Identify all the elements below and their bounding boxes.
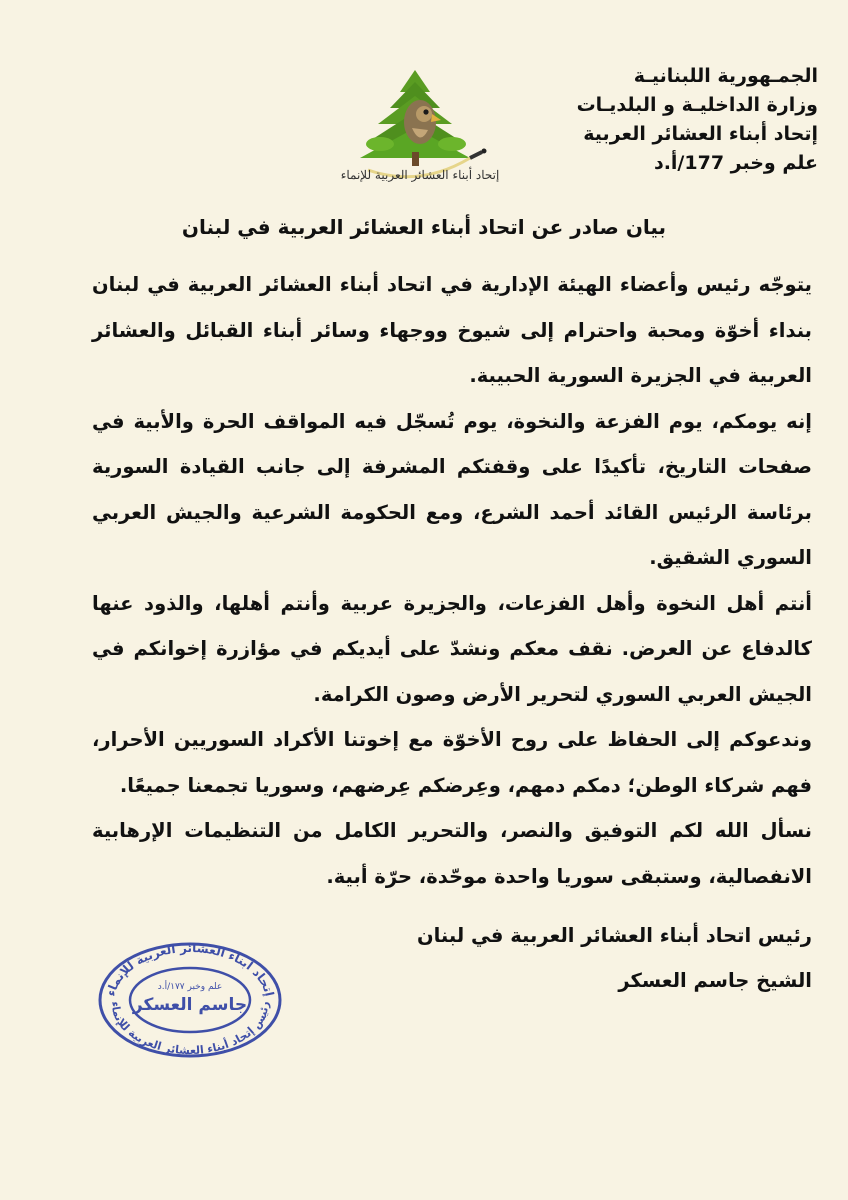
statement-paragraph: إنه يومكم، يوم الفزعة والنخوة، يوم تُسجّل فيه المواقف الحرة والأبية في صفحات التاريخ، تأكيدًا على وقفتكم المشرفة إلى جانب القيادة السورية برئاسة الرئيس القائد أحمد الشرع، ومع الحكومة الشرعية والجيش العربي السوري الشقيق. [92,409,812,569]
letterhead-registration: علم وخبر 177/أ.د [653,152,818,174]
letterhead [558,62,818,178]
letterhead-ministry: وزارة الداخليـة و البلديـات [576,94,818,116]
statement-title: بيان صادر عن اتحاد أبناء العشائر العربية في لبنان [181,215,667,239]
stamp-name: جاسم العسكر [132,995,248,1015]
stamp-outer-text: إتحاد أبناء العشائر العربية للإنماء [103,940,277,998]
signature-block [392,913,812,1003]
letterhead-republic: الجمـهورية اللبنانيـة [633,65,818,87]
signatory-role: رئيس اتحاد أبناء العشائر العربية في لبنان [416,924,812,947]
stamp-inner-caption: رئيس إتحاد أبناء العشائر العربية للإنماء [108,1001,272,1058]
stamp-registration: علم وخبر ١٧٧/أ.د [157,982,223,992]
signatory-name: الشيخ جاسم العسكر [618,969,812,992]
statement-paragraph: أنتم أهل النخوة وأهل الفزعات، والجزيرة عربية وأنتم أهلها، والذود عنها كالدفاع عن العرض. نقف معكم ونشدّ على أيديكم في مؤازرة إخوانكم في الجيش العربي السوري لتحرير الأرض وصون الكرامة. [92,591,812,706]
statement-body [92,262,812,899]
logo-caption: إتحاد أبناء العشائر العربية للإنماء [340,168,500,182]
statement-paragraph: وندعوكم إلى الحفاظ على روح الأخوّة مع إخوتنا الأكراد السوريين الأحرار، فهم شركاء الوطن؛ دمكم دمهم، وعِرضكم عِرضهم، وسوريا تجمعنا جميعًا. [92,728,812,797]
official-stamp-icon [96,940,284,1060]
statement-paragraph: نسأل الله لكم التوفيق والنصر، والتحرير الكامل من التنظيمات الإرهابية الانفصالية، وستبقى سوريا واحدة موحّدة، حرّة أبية. [92,819,812,888]
statement-paragraph: يتوجّه رئيس وأعضاء الهيئة الإدارية في اتحاد أبناء العشائر العربية في لبنان بنداء أخوّة ومحبة واحترام إلى شيوخ ووجهاء وسائر أبناء القبائل والعشائر العربية في الجزيرة السورية الحبيبة. [92,273,812,387]
letterhead-union: إتحاد أبناء العشائر العربية [583,123,818,145]
